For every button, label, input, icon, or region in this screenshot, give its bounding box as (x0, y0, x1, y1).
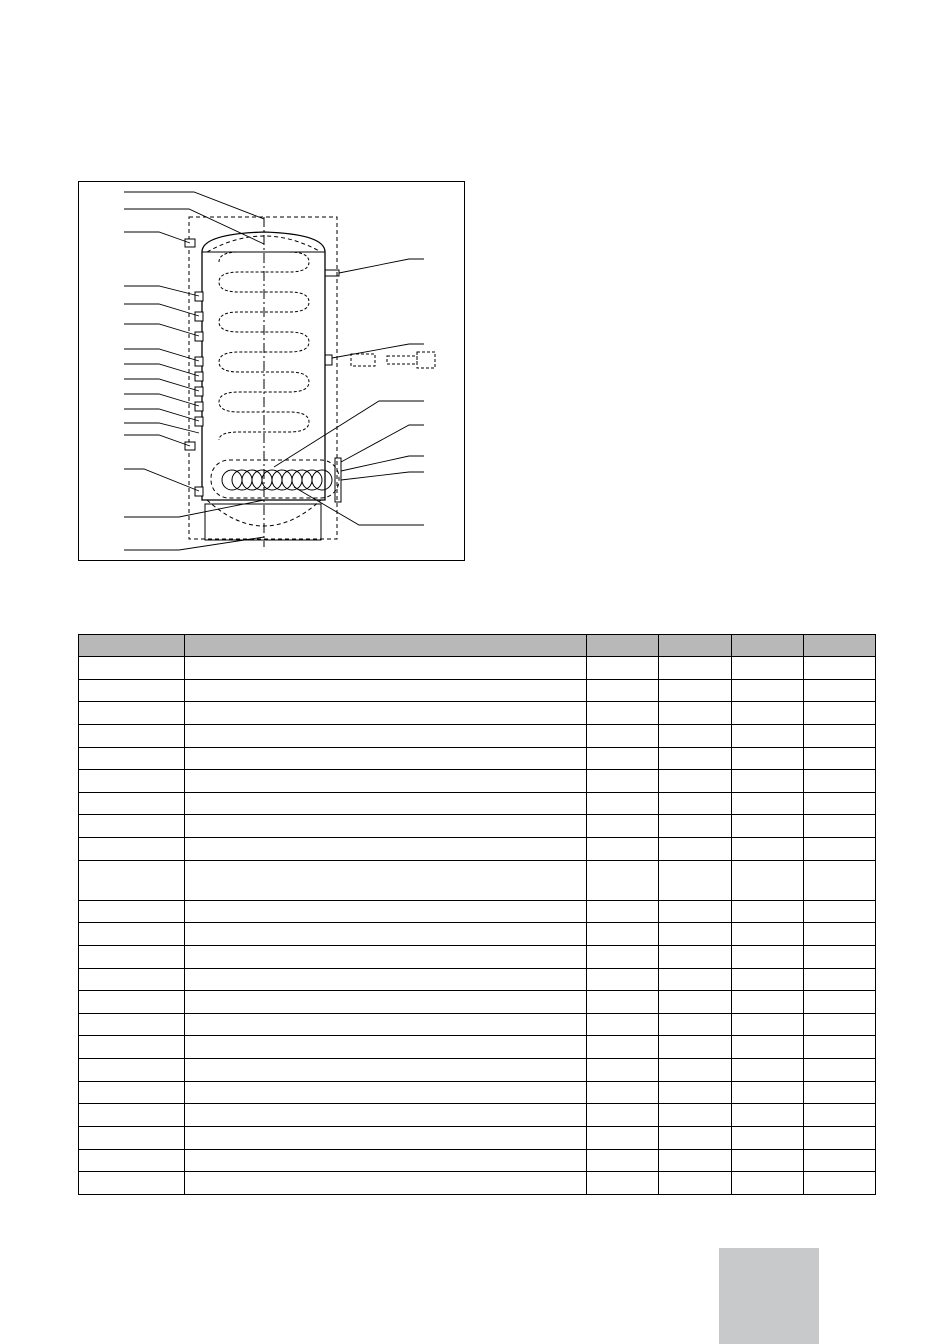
left-connections (185, 239, 203, 496)
table-cell (79, 815, 185, 838)
table-cell (732, 1149, 804, 1172)
table-cell (804, 747, 876, 770)
table-cell (732, 657, 804, 680)
table-cell (804, 923, 876, 946)
table-row (79, 679, 876, 702)
table-row (79, 815, 876, 838)
table-row (79, 702, 876, 725)
table-cell (185, 770, 587, 793)
table-cell (659, 1104, 732, 1127)
table-cell (804, 900, 876, 923)
table-cell (659, 702, 732, 725)
table-cell (587, 991, 659, 1014)
table-cell (79, 1081, 185, 1104)
table-cell (79, 838, 185, 861)
table-row (79, 968, 876, 991)
table-cell (804, 1036, 876, 1059)
table-cell (79, 923, 185, 946)
table-cell (79, 1104, 185, 1127)
tank-diagram (78, 181, 465, 561)
header-cell (587, 635, 659, 657)
table-cell (804, 991, 876, 1014)
table-cell (79, 1126, 185, 1149)
table-cell (659, 991, 732, 1014)
table-cell (659, 1036, 732, 1059)
table-cell (185, 1013, 587, 1036)
table-cell (804, 815, 876, 838)
heater-coil (222, 470, 332, 490)
table-cell (185, 747, 587, 770)
table-row (79, 724, 876, 747)
table-cell (587, 1081, 659, 1104)
table-cell (732, 815, 804, 838)
table-cell (79, 679, 185, 702)
table-cell (79, 792, 185, 815)
table-cell (732, 991, 804, 1014)
table-cell (587, 1172, 659, 1195)
header-cell (185, 635, 587, 657)
table-cell (659, 860, 732, 900)
table-cell (185, 1126, 587, 1149)
table-cell (804, 792, 876, 815)
table-row (79, 1059, 876, 1082)
table-cell (659, 900, 732, 923)
table-row (79, 1149, 876, 1172)
table-cell (732, 1081, 804, 1104)
table-cell (587, 945, 659, 968)
table-cell (185, 900, 587, 923)
table-row (79, 900, 876, 923)
table-cell (185, 860, 587, 900)
table-cell (185, 792, 587, 815)
table-row (79, 747, 876, 770)
table-row (79, 945, 876, 968)
table-cell (587, 860, 659, 900)
header-cell (804, 635, 876, 657)
table-cell (804, 838, 876, 861)
table-cell (185, 968, 587, 991)
table-cell (587, 1059, 659, 1082)
table-cell (659, 792, 732, 815)
table-cell (659, 770, 732, 793)
table-cell (79, 1013, 185, 1036)
dashed-part-c (417, 352, 435, 368)
header-cell (79, 635, 185, 657)
table-row (79, 657, 876, 680)
table-cell (185, 679, 587, 702)
table-cell (732, 1013, 804, 1036)
table-cell (804, 679, 876, 702)
table-cell (79, 770, 185, 793)
table-cell (732, 1104, 804, 1127)
table-cell (185, 1036, 587, 1059)
table-row (79, 1081, 876, 1104)
table-cell (185, 923, 587, 946)
table-cell (587, 838, 659, 861)
table-cell (659, 1081, 732, 1104)
table-cell (804, 1172, 876, 1195)
table-cell (79, 991, 185, 1014)
table-cell (587, 1104, 659, 1127)
table-cell (587, 923, 659, 946)
table-row (79, 1126, 876, 1149)
table-cell (804, 1013, 876, 1036)
table-cell (659, 747, 732, 770)
table-cell (185, 1059, 587, 1082)
callout-lines-right (274, 259, 424, 525)
sensor-port (325, 355, 332, 365)
table-cell (587, 1013, 659, 1036)
table-cell (185, 1149, 587, 1172)
table-cell (732, 1172, 804, 1195)
table-cell (659, 679, 732, 702)
table-row (79, 1013, 876, 1036)
table-cell (185, 838, 587, 861)
flange (335, 458, 341, 502)
table-cell (659, 815, 732, 838)
table-cell (185, 1172, 587, 1195)
table-cell (804, 860, 876, 900)
table-cell (185, 945, 587, 968)
table-cell (587, 702, 659, 725)
table-cell (659, 724, 732, 747)
table-cell (804, 1149, 876, 1172)
table-row (79, 1036, 876, 1059)
table-cell (732, 679, 804, 702)
tank-base (205, 504, 321, 540)
table-cell (587, 900, 659, 923)
heater-housing (211, 460, 339, 498)
tank-drawing (79, 182, 466, 562)
table-row (79, 860, 876, 900)
table-cell (79, 1172, 185, 1195)
table-cell (587, 1149, 659, 1172)
table-cell (185, 1081, 587, 1104)
dashed-part-a (351, 354, 375, 366)
table-cell (185, 724, 587, 747)
header-cell (732, 635, 804, 657)
table-cell (587, 1126, 659, 1149)
table-row (79, 770, 876, 793)
table-cell (587, 747, 659, 770)
table-cell (587, 1036, 659, 1059)
table-cell (659, 1059, 732, 1082)
table-cell (185, 815, 587, 838)
header-cell (659, 635, 732, 657)
table-cell (804, 968, 876, 991)
table-header-row (79, 635, 876, 657)
table-cell (804, 657, 876, 680)
table-cell (185, 657, 587, 680)
table-cell (587, 724, 659, 747)
table-cell (659, 945, 732, 968)
table-cell (185, 1104, 587, 1127)
table-cell (732, 923, 804, 946)
table-cell (804, 724, 876, 747)
table-cell (732, 702, 804, 725)
table-cell (587, 657, 659, 680)
table-cell (659, 838, 732, 861)
table-cell (804, 1059, 876, 1082)
table-row (79, 838, 876, 861)
table-cell (732, 900, 804, 923)
table-cell (732, 1036, 804, 1059)
specification-table (78, 634, 876, 1195)
table-cell (659, 1126, 732, 1149)
table-cell (587, 968, 659, 991)
table-cell (659, 968, 732, 991)
table-cell (732, 1126, 804, 1149)
table-cell (732, 724, 804, 747)
page-number-tab (719, 1248, 819, 1344)
table-cell (587, 770, 659, 793)
table-row (79, 1104, 876, 1127)
table-cell (804, 770, 876, 793)
table-cell (804, 702, 876, 725)
dashed-part-b (387, 356, 417, 364)
table-cell (659, 657, 732, 680)
table-cell (804, 1126, 876, 1149)
table-cell (79, 702, 185, 725)
table-cell (804, 1081, 876, 1104)
table-cell (659, 923, 732, 946)
table-cell (659, 1013, 732, 1036)
table-cell (732, 770, 804, 793)
table-cell (659, 1172, 732, 1195)
table-cell (185, 991, 587, 1014)
table-cell (732, 968, 804, 991)
table-cell (79, 657, 185, 680)
table-row (79, 991, 876, 1014)
table-cell (732, 860, 804, 900)
table-row (79, 923, 876, 946)
table-cell (732, 945, 804, 968)
table-cell (79, 860, 185, 900)
table-row (79, 1172, 876, 1195)
table-cell (659, 1149, 732, 1172)
table-cell (79, 1149, 185, 1172)
table-cell (732, 838, 804, 861)
table-cell (732, 747, 804, 770)
table-cell (804, 1104, 876, 1127)
table-cell (587, 679, 659, 702)
table-cell (79, 1059, 185, 1082)
table-cell (732, 792, 804, 815)
table-cell (79, 1036, 185, 1059)
table-cell (79, 945, 185, 968)
table-cell (732, 1059, 804, 1082)
table-cell (587, 792, 659, 815)
table-cell (79, 968, 185, 991)
table-cell (804, 945, 876, 968)
dimension-envelope (189, 217, 337, 539)
table-cell (185, 702, 587, 725)
table-cell (79, 724, 185, 747)
table-cell (79, 747, 185, 770)
table-row (79, 792, 876, 815)
table-cell (587, 815, 659, 838)
table-cell (79, 900, 185, 923)
